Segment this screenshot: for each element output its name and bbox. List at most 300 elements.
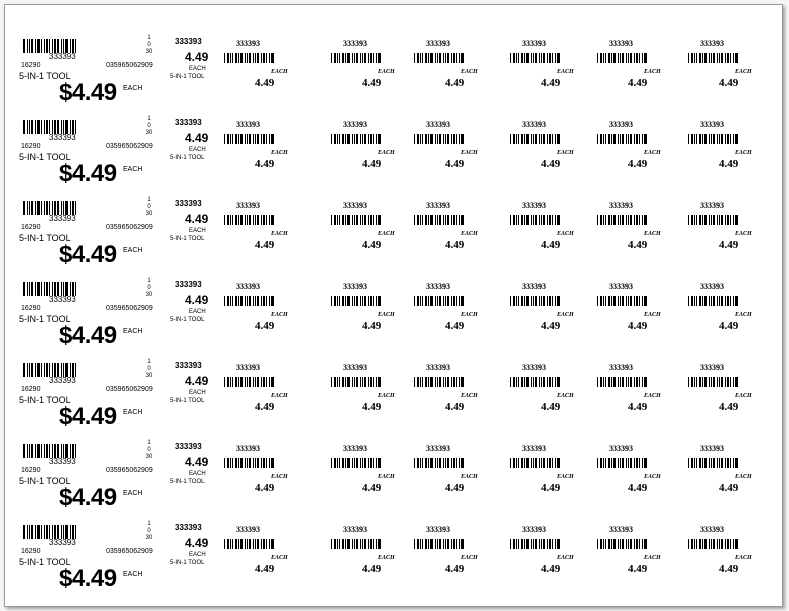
mini-barcode xyxy=(224,296,276,306)
shelf-sku: 333393 xyxy=(49,214,76,223)
barcode-bar xyxy=(224,296,225,306)
barcode-bar xyxy=(63,201,64,215)
barcode-bar xyxy=(709,458,710,468)
barcode-bar xyxy=(347,539,350,549)
barcode-bar xyxy=(555,539,556,549)
barcode-bar xyxy=(44,201,45,215)
mini-tag xyxy=(688,363,752,446)
barcode-bar xyxy=(696,134,697,144)
peg-description: 5-IN-1 TOOL xyxy=(170,236,205,242)
mini-unit: EACH xyxy=(378,393,395,399)
peg-label xyxy=(168,361,218,446)
shelf-sku: 333393 xyxy=(49,457,76,466)
vendor-code-line: 30 xyxy=(145,454,153,460)
barcode-bar xyxy=(618,53,619,63)
barcode-bar xyxy=(626,215,627,225)
mini-sku: 333393 xyxy=(609,525,633,534)
mini-price: 4.49 xyxy=(628,401,648,413)
mini-price: 4.49 xyxy=(628,563,648,575)
mini-sku: 333393 xyxy=(522,39,546,48)
mini-price: 4.49 xyxy=(362,482,382,494)
barcode-bar xyxy=(524,296,525,306)
barcode-bar xyxy=(23,363,25,377)
barcode-bar xyxy=(628,53,629,63)
mini-unit: EACH xyxy=(644,312,661,318)
barcode-bar xyxy=(543,53,545,63)
barcode-bar xyxy=(52,282,53,296)
barcode-bar xyxy=(63,282,64,296)
barcode-bar xyxy=(27,525,28,539)
barcode-bar xyxy=(354,296,355,306)
barcode-bar xyxy=(70,120,71,134)
barcode-bar xyxy=(451,53,452,63)
barcode-bar xyxy=(730,53,731,63)
barcode-bar xyxy=(521,53,523,63)
barcode-bar xyxy=(230,134,231,144)
barcode-bar xyxy=(608,377,610,387)
barcode-bar xyxy=(702,134,703,144)
barcode-bar xyxy=(232,458,233,468)
barcode-bar xyxy=(451,296,452,306)
barcode-bar xyxy=(539,458,540,468)
mini-sku: 333393 xyxy=(236,282,260,291)
mini-unit: EACH xyxy=(644,555,661,561)
barcode-bar xyxy=(63,525,64,539)
barcode-bar xyxy=(263,458,265,468)
barcode-bar xyxy=(331,458,332,468)
mini-tag xyxy=(224,39,288,122)
peg-sku: 333393 xyxy=(175,280,202,289)
vendor-code-line: 0 xyxy=(147,42,151,48)
barcode-bar xyxy=(524,134,525,144)
barcode-bar xyxy=(230,215,231,225)
barcode-bar xyxy=(430,215,433,225)
barcode-bar xyxy=(247,134,248,144)
barcode-bar xyxy=(52,525,53,539)
barcode-bar xyxy=(227,215,229,225)
barcode-bar xyxy=(61,282,62,296)
barcode-bar xyxy=(360,539,361,549)
barcode-bar xyxy=(29,120,30,134)
barcode-bar xyxy=(730,296,731,306)
barcode-bar xyxy=(543,296,545,306)
barcode-bar xyxy=(425,215,427,225)
barcode-bar xyxy=(456,539,457,549)
barcode-bar xyxy=(352,539,353,549)
barcode-bar xyxy=(414,377,415,387)
barcode-bar xyxy=(694,53,695,63)
barcode-bar xyxy=(23,120,25,134)
barcode-bar xyxy=(31,363,33,377)
peg-sku: 333393 xyxy=(175,37,202,46)
barcode-bar xyxy=(261,53,262,63)
shelf-label xyxy=(5,116,165,203)
barcode-bar xyxy=(451,539,452,549)
barcode-bar xyxy=(735,134,738,144)
barcode-bar xyxy=(445,539,446,549)
barcode-bar xyxy=(518,458,519,468)
vendor-code-line: 0 xyxy=(147,366,151,372)
barcode-bar xyxy=(717,53,718,63)
barcode-bar xyxy=(447,377,449,387)
mini-barcode xyxy=(510,296,562,306)
barcode-bar xyxy=(713,134,715,144)
barcode-bar xyxy=(23,282,25,296)
shelf-vendor-code xyxy=(145,35,153,56)
mini-price: 4.49 xyxy=(541,77,561,89)
mini-tag xyxy=(414,39,478,122)
barcode-bar xyxy=(622,53,624,63)
barcode-bar xyxy=(422,377,423,387)
barcode-bar xyxy=(29,363,30,377)
mini-unit: EACH xyxy=(271,150,288,156)
barcode-bar xyxy=(541,215,542,225)
barcode-bar xyxy=(709,377,710,387)
barcode-bar xyxy=(356,296,358,306)
barcode-bar xyxy=(628,215,629,225)
barcode-bar xyxy=(247,215,248,225)
barcode-bar xyxy=(435,377,436,387)
mini-tag xyxy=(224,525,288,608)
mini-unit: EACH xyxy=(378,231,395,237)
mini-price: 4.49 xyxy=(628,482,648,494)
barcode-bar xyxy=(642,377,643,387)
barcode-bar xyxy=(642,134,643,144)
barcode-bar xyxy=(271,134,274,144)
barcode-bar xyxy=(23,525,25,539)
barcode-bar xyxy=(437,215,438,225)
barcode-bar xyxy=(535,377,537,387)
barcode-bar xyxy=(727,539,729,549)
mini-sku: 333393 xyxy=(236,201,260,210)
barcode-bar xyxy=(510,134,511,144)
barcode-bar xyxy=(521,134,523,144)
barcode-bar xyxy=(721,539,723,549)
barcode-bar xyxy=(261,215,262,225)
barcode-bar xyxy=(57,444,59,458)
mini-sku: 333393 xyxy=(426,444,450,453)
shelf-price: $4.49 xyxy=(59,79,117,106)
barcode-bar xyxy=(370,539,372,549)
barcode-bar xyxy=(642,215,643,225)
mini-price: 4.49 xyxy=(255,77,275,89)
mini-price: 4.49 xyxy=(255,320,275,332)
barcode-bar xyxy=(44,525,45,539)
shelf-vendor-number: 16290 xyxy=(21,62,41,69)
barcode-bar xyxy=(342,458,344,468)
barcode-bar xyxy=(636,215,638,225)
barcode-bar xyxy=(334,134,336,144)
mini-barcode xyxy=(224,458,276,468)
mini-barcode xyxy=(597,539,649,549)
barcode-bar xyxy=(437,377,438,387)
barcode-bar xyxy=(620,539,621,549)
vendor-code-line: 30 xyxy=(145,292,153,298)
barcode-bar xyxy=(360,458,361,468)
shelf-description: 5-IN-1 TOOL xyxy=(19,314,71,324)
mini-unit: EACH xyxy=(378,69,395,75)
barcode-bar xyxy=(253,134,254,144)
barcode-bar xyxy=(63,120,64,134)
barcode-bar xyxy=(541,377,542,387)
mini-barcode xyxy=(510,53,562,63)
barcode-bar xyxy=(608,296,610,306)
barcode-bar xyxy=(342,296,344,306)
barcode-bar xyxy=(255,134,256,144)
barcode-bar xyxy=(364,377,366,387)
shelf-barcode xyxy=(23,444,81,458)
mini-barcode xyxy=(688,458,740,468)
barcode-bar xyxy=(368,539,369,549)
mini-tag xyxy=(510,525,574,608)
barcode-bar xyxy=(27,201,28,215)
barcode-bar xyxy=(613,215,616,225)
barcode-bar xyxy=(727,458,729,468)
mini-price: 4.49 xyxy=(719,320,739,332)
barcode-bar xyxy=(552,458,553,468)
vendor-code-line: 30 xyxy=(145,130,153,136)
barcode-bar xyxy=(721,296,723,306)
barcode-bar xyxy=(378,458,381,468)
mini-tag xyxy=(331,282,395,365)
barcode-bar xyxy=(247,458,248,468)
barcode-bar xyxy=(261,296,262,306)
mini-unit: EACH xyxy=(557,312,574,318)
mini-barcode xyxy=(224,53,276,63)
barcode-bar xyxy=(526,134,529,144)
barcode-bar xyxy=(620,377,621,387)
barcode-bar xyxy=(642,296,643,306)
barcode-bar xyxy=(521,377,523,387)
shelf-unit: EACH xyxy=(123,328,143,335)
barcode-bar xyxy=(541,296,542,306)
mini-sku: 333393 xyxy=(700,120,724,129)
barcode-bar xyxy=(364,296,366,306)
peg-unit: EACH xyxy=(189,66,206,72)
mini-unit: EACH xyxy=(735,69,752,75)
mini-tag xyxy=(414,363,478,446)
barcode-bar xyxy=(342,134,344,144)
barcode-bar xyxy=(603,53,604,63)
mini-sku: 333393 xyxy=(343,282,367,291)
barcode-bar xyxy=(711,53,712,63)
barcode-bar xyxy=(516,215,517,225)
mini-sku: 333393 xyxy=(343,39,367,48)
mini-barcode xyxy=(510,458,562,468)
barcode-bar xyxy=(644,296,647,306)
mini-sku: 333393 xyxy=(700,363,724,372)
barcode-bar xyxy=(725,458,726,468)
barcode-bar xyxy=(634,296,635,306)
barcode-bar xyxy=(459,53,460,63)
barcode-bar xyxy=(61,39,62,53)
barcode-bar xyxy=(456,458,457,468)
barcode-bar xyxy=(75,525,76,539)
barcode-bar xyxy=(65,525,68,539)
barcode-bar xyxy=(356,215,358,225)
shelf-barcode xyxy=(23,363,81,377)
barcode-bar xyxy=(422,539,423,549)
barcode-bar xyxy=(261,377,262,387)
barcode-bar xyxy=(230,53,231,63)
mini-unit: EACH xyxy=(461,393,478,399)
barcode-bar xyxy=(699,134,701,144)
barcode-bar xyxy=(238,458,239,468)
barcode-bar xyxy=(636,539,638,549)
mini-price: 4.49 xyxy=(628,77,648,89)
barcode-bar xyxy=(240,539,243,549)
barcode-bar xyxy=(730,215,731,225)
barcode-bar xyxy=(447,134,449,144)
barcode-bar xyxy=(232,377,233,387)
shelf-vendor-code xyxy=(145,440,153,461)
mini-barcode xyxy=(510,377,562,387)
barcode-bar xyxy=(555,377,556,387)
barcode-bar xyxy=(376,296,377,306)
barcode-bar xyxy=(376,53,377,63)
barcode-bar xyxy=(694,215,695,225)
barcode-bar xyxy=(232,53,233,63)
barcode-bar xyxy=(711,215,712,225)
mini-unit: EACH xyxy=(644,231,661,237)
barcode-bar xyxy=(541,539,542,549)
mini-unit: EACH xyxy=(271,69,288,75)
mini-price: 4.49 xyxy=(719,239,739,251)
barcode-bar xyxy=(224,539,225,549)
barcode-bar xyxy=(253,53,254,63)
vendor-code-line: 1 xyxy=(147,359,151,365)
barcode-bar xyxy=(49,120,50,134)
barcode-bar xyxy=(618,215,619,225)
barcode-bar xyxy=(443,458,444,468)
barcode-bar xyxy=(364,53,366,63)
barcode-bar xyxy=(628,377,629,387)
barcode-bar xyxy=(435,458,436,468)
barcode-bar xyxy=(557,458,560,468)
barcode-bar xyxy=(711,539,712,549)
barcode-bar xyxy=(541,134,542,144)
barcode-bar xyxy=(57,363,59,377)
mini-barcode xyxy=(224,215,276,225)
barcode-bar xyxy=(44,120,45,134)
barcode-bar xyxy=(356,539,358,549)
mini-sku: 333393 xyxy=(700,444,724,453)
barcode-bar xyxy=(608,215,610,225)
barcode-bar xyxy=(49,444,50,458)
barcode-bar xyxy=(704,377,707,387)
barcode-bar xyxy=(721,134,723,144)
shelf-price: $4.49 xyxy=(59,565,117,592)
barcode-bar xyxy=(597,134,598,144)
barcode-bar xyxy=(451,377,452,387)
barcode-bar xyxy=(717,296,718,306)
barcode-bar xyxy=(557,134,560,144)
barcode-bar xyxy=(521,539,523,549)
barcode-bar xyxy=(261,134,262,144)
barcode-bar xyxy=(526,296,529,306)
barcode-bar xyxy=(709,53,710,63)
barcode-bar xyxy=(630,134,632,144)
peg-price: 4.49 xyxy=(185,293,209,307)
barcode-bar xyxy=(459,539,460,549)
barcode-bar xyxy=(713,377,715,387)
mini-price: 4.49 xyxy=(719,158,739,170)
barcode-bar xyxy=(717,539,718,549)
barcode-bar xyxy=(29,282,30,296)
peg-description: 5-IN-1 TOOL xyxy=(170,398,205,404)
barcode-bar xyxy=(364,539,366,549)
barcode-bar xyxy=(435,296,436,306)
shelf-description: 5-IN-1 TOOL xyxy=(19,395,71,405)
barcode-bar xyxy=(435,53,436,63)
mini-unit: EACH xyxy=(461,69,478,75)
barcode-bar xyxy=(688,134,689,144)
barcode-bar xyxy=(443,377,444,387)
barcode-bar xyxy=(263,296,265,306)
barcode-bar xyxy=(437,53,438,63)
barcode-bar xyxy=(334,215,336,225)
barcode-bar xyxy=(46,525,48,539)
barcode-bar xyxy=(733,134,734,144)
barcode-bar xyxy=(539,53,540,63)
barcode-bar xyxy=(373,539,374,549)
barcode-bar xyxy=(704,134,707,144)
mini-barcode xyxy=(414,296,466,306)
peg-label xyxy=(168,523,218,608)
barcode-bar xyxy=(373,53,374,63)
mini-sku: 333393 xyxy=(236,444,260,453)
barcode-bar xyxy=(414,53,415,63)
barcode-bar xyxy=(691,377,693,387)
barcode-bar xyxy=(445,296,446,306)
barcode-bar xyxy=(345,458,346,468)
shelf-description: 5-IN-1 TOOL xyxy=(19,476,71,486)
barcode-bar xyxy=(547,215,548,225)
barcode-bar xyxy=(711,134,712,144)
barcode-bar xyxy=(360,377,361,387)
mini-tag xyxy=(597,282,661,365)
mini-price: 4.49 xyxy=(445,239,465,251)
barcode-bar xyxy=(510,215,511,225)
mini-sku: 333393 xyxy=(343,120,367,129)
barcode-bar xyxy=(227,458,229,468)
barcode-bar xyxy=(443,215,444,225)
shelf-barcode xyxy=(23,39,81,53)
shelf-unit: EACH xyxy=(123,85,143,92)
barcode-bar xyxy=(603,134,604,144)
barcode-bar xyxy=(620,215,621,225)
barcode-bar xyxy=(521,296,523,306)
mini-tag xyxy=(224,120,288,203)
shelf-unit: EACH xyxy=(123,571,143,578)
barcode-bar xyxy=(531,296,532,306)
barcode-bar xyxy=(735,377,738,387)
barcode-bar xyxy=(628,296,629,306)
barcode-bar xyxy=(362,377,363,387)
barcode-bar xyxy=(232,296,233,306)
barcode-bar xyxy=(269,539,270,549)
barcode-bar xyxy=(257,458,259,468)
barcode-bar xyxy=(539,377,540,387)
barcode-bar xyxy=(345,377,346,387)
barcode-bar xyxy=(725,134,726,144)
mini-tag xyxy=(597,39,661,122)
barcode-bar xyxy=(364,134,366,144)
mini-barcode xyxy=(597,134,649,144)
barcode-bar xyxy=(27,282,28,296)
shelf-barcode xyxy=(23,201,81,215)
barcode-bar xyxy=(425,134,427,144)
